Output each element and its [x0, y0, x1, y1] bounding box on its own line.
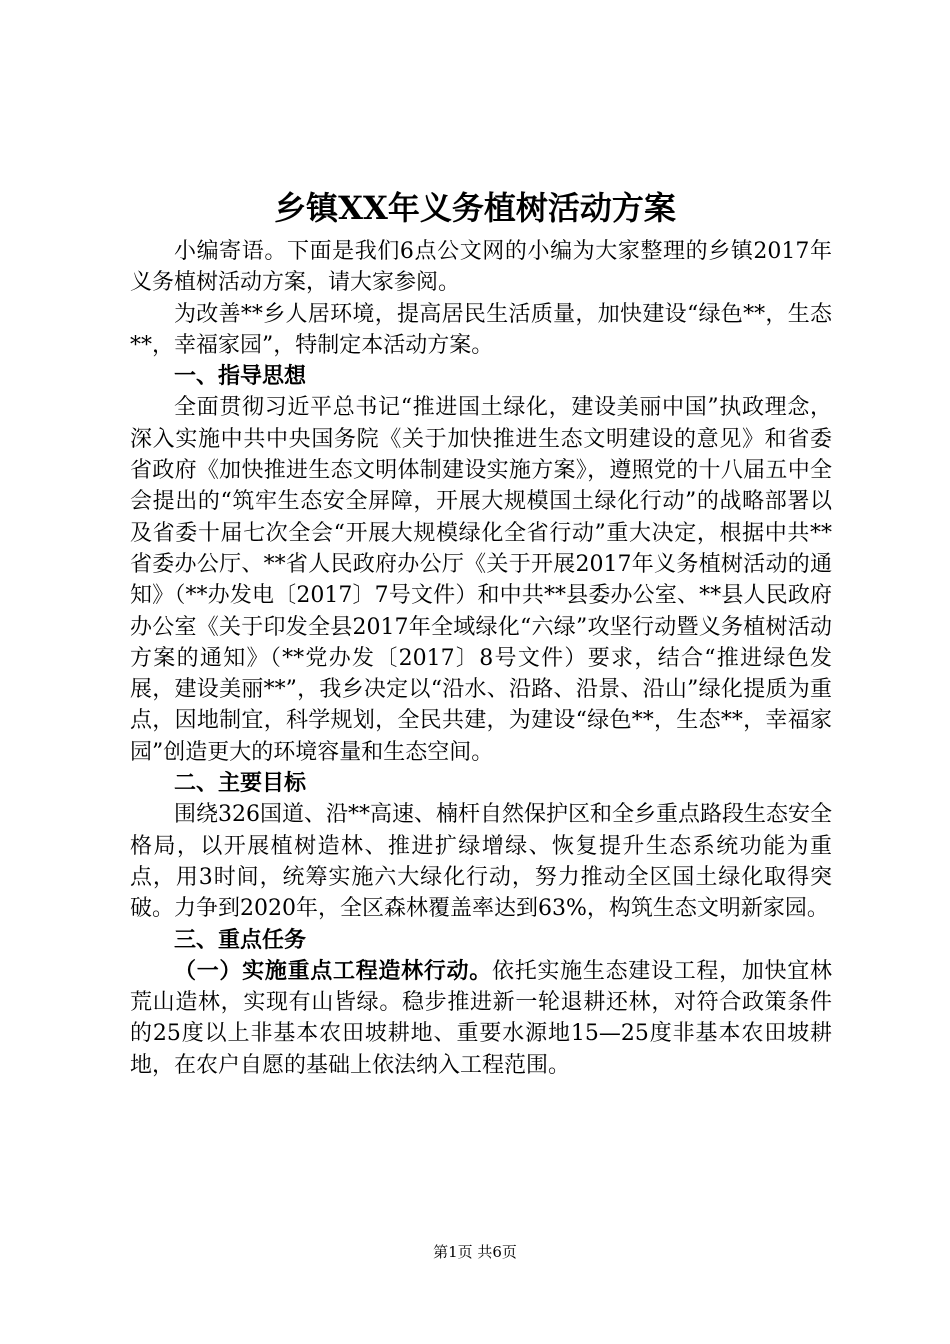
task-1-paragraph [130, 956, 832, 1081]
section-heading-guiding-ideology: 一、指导思想 [174, 364, 307, 390]
purpose-paragraph: 为改善**乡人居环境，提高居民生活质量，加快建设“绿色**，生态**，幸福家园”，特制定本活动方案。 [130, 301, 832, 358]
intro-paragraph: 小编寄语。下面是我们6点公文网的小编为大家整理的乡镇2017年义务植树活动方案，请大家参阅。 [130, 239, 832, 296]
task-1-body: 依托实施生态建设工程，加快宜林荒山造林，实现有山皆绿。稳步推进新一轮退耕还林，对符合政策条件的25度以上非基本农田坡耕地、重要水源地15—25度非基本农田坡耕地，在农户自愿的基础上依法纳入工程范围。 [130, 958, 832, 1078]
section-heading-key-tasks: 三、重点任务 [174, 927, 307, 953]
document-title: 乡镇XX年义务植树活动方案 [274, 189, 676, 227]
section-heading-main-goals: 二、主要目标 [174, 771, 307, 797]
document-body [130, 236, 832, 1081]
page-footer: 第1页 共6页 [433, 1243, 517, 1261]
task-1-lead: （一）实施重点工程造林行动。 [174, 958, 492, 984]
main-goals-paragraph: 围绕326国道、沿**高速、楠杆自然保护区和全乡重点路段生态安全格局，以开展植树造林、推进扩绿增绿、恢复提升生态系统功能为重点，用3时间，统筹实施六大绿化行动，努力推动全区国土绿化取得突破。力争到2020年，全区森林覆盖率达到63%，构筑生态文明新家园。 [130, 802, 832, 922]
guiding-ideology-paragraph: 全面贯彻习近平总书记“推进国土绿化，建设美丽中国”执政理念，深入实施中共中央国务院《关于加快推进生态文明建设的意见》和省委省政府《加快推进生态文明体制建设实施方案》，遵照党的十八届五中全会提出的“筑牢生态安全屏障，开展大规模国土绿化行动”的战略部署以及省委十届七次全会“开展大规模绿化全省行动”重大决定，根据中共**省委办公厅、**省人民政府办公厅《关于开展2017年义务植树活动的通知》（**办发电〔2017〕7号文件）和中共**县委办公室、**县人民政府办公室《关于印发全县2017年全域绿化“六绿”攻坚行动暨义务植树活动方案的通知》（**党办发〔2017〕8号文件）要求，结合“推进绿色发展，建设美丽**”，我乡决定以“沿水、沿路、沿景、沿山”绿化提质为重点，因地制宜，科学规划，全民共建，为建设“绿色**，生态**，幸福家园”创造更大的环境容量和生态空间。 [130, 395, 833, 765]
